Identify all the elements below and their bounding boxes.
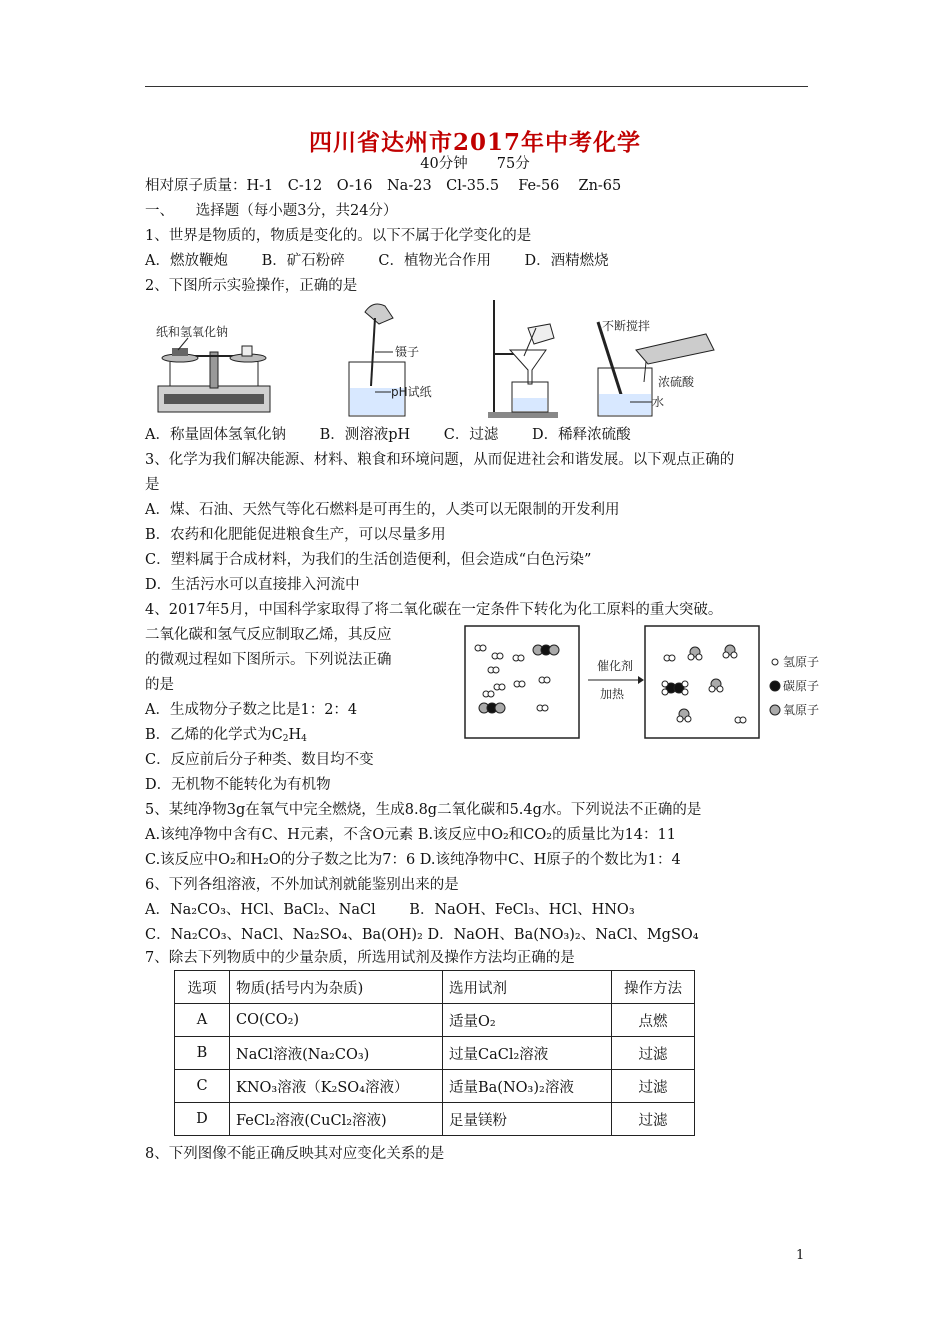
catalyst-label: 催化剂 [597,659,634,673]
q7-table [174,970,695,1136]
table-cell: A [175,1004,230,1037]
table-cell: 过滤 [612,1103,695,1136]
legend-carbon: 碳原子 [783,679,820,693]
q2-stem: 2、下图所示实验操作，正确的是 [145,278,358,294]
product-molecules [662,645,746,723]
table-row [175,1070,695,1103]
ph-test-figure [345,298,455,420]
fig-d-label-water: 水 [652,395,665,409]
q3-stem-1: 3、化学为我们解决能源、材料、粮食和环境问题，从而促进社会和谐发展。以下观点正确的 [145,452,735,468]
exam-duration-score: 40分钟 75分 [420,156,530,172]
q4-stem-4: 的是 [145,677,174,693]
fig-b-label-ph-paper: pH试纸 [391,385,432,399]
reaction-diagram [462,622,842,740]
page-title: 四川省达州市2017年中考化学 [308,129,641,156]
fig-d-label-acid: 浓硫酸 [658,375,695,389]
table-cell: NaCl溶液(Na₂CO₃) [230,1037,443,1070]
table-cell: 过量CaCl₂溶液 [443,1037,612,1070]
header-rule [145,86,808,87]
table-cell: KNO₃溶液（K₂SO₄溶液） [230,1070,443,1103]
q7-stem: 7、除去下列物质中的少量杂质，所选用试剂及操作方法均正确的是 [145,950,575,966]
table-row [175,1004,695,1037]
q4-option-d: D．无机物不能转化为有机物 [145,777,331,793]
q4-option-b: B．乙烯的化学式为$C_2H_4$ [145,727,307,744]
filtration-figure [480,298,570,420]
legend [770,655,819,717]
table-cell: 适量Ba(NO₃)₂溶液 [443,1070,612,1103]
table-cell: CO(CO₂) [230,1004,443,1037]
table-header: 选项 [175,971,230,1004]
fig-b-label-tweezers: 镊子 [395,345,420,359]
q3-option-d: D．生活污水可以直接排入河流中 [145,577,360,593]
table-row [175,1103,695,1136]
table-cell: 足量镁粉 [443,1103,612,1136]
table-header-row [175,971,695,1004]
table-cell: D [175,1103,230,1136]
q8-stem: 8、下列图像不能正确反映其对应变化关系的是 [145,1146,445,1162]
page-number: 1 [796,1248,805,1263]
q3-option-a: A．煤、石油、天然气等化石燃料是可再生的，人类可以无限制的开发利用 [145,502,620,518]
q3-option-b: B．农药和化肥能促进粮食生产，可以尽量多用 [145,527,446,543]
legend-hydrogen: 氢原子 [783,655,820,669]
fig-d-label-stir: 不断搅拌 [602,319,651,333]
table-header: 选用试剂 [443,971,612,1004]
table-cell: C [175,1070,230,1103]
q4-stem-3: 的微观过程如下图所示。下列说法正确 [145,652,392,668]
table-cell: 点燃 [612,1004,695,1037]
table-row [175,1037,695,1070]
table-header: 物质(括号内为杂质) [230,971,443,1004]
legend-oxygen: 氧原子 [783,703,820,717]
table-header: 操作方法 [612,971,695,1004]
q4-stem-1: 4、2017年5月，中国科学家取得了将二氧化碳在一定条件下转化为化工原料的重大突破。 [145,602,723,618]
q6-options-cd: C．Na₂CO₃、NaCl、Na₂SO₄、Ba(OH)₂ D．NaOH、Ba(NO₃)₂、NaCl、MgSO₄ [145,927,699,943]
balance-figure [150,298,280,420]
q5-options-cd: C.该反应中O₂和H₂O的分子数之比为7：6 D.该纯净物中C、H原子的个数比为1：4 [145,852,681,868]
q5-options-ab: A.该纯净物中含有C、H元素，不含O元素 B.该反应中O₂和CO₂的质量比为14：11 [145,827,676,843]
heat-label: 加热 [600,687,625,701]
atomic-mass-line: 相对原子质量：H-1 C-12 O-16 Na-23 Cl-35.5 Fe-56 Zn-65 [145,178,622,194]
table-cell: FeCl₂溶液(CuCl₂溶液) [230,1103,443,1136]
q3-option-c: C．塑料属于合成材料，为我们的生活创造便利，但会造成“白色污染” [145,552,592,568]
section-heading: 一、 选择题（每小题3分，共24分） [145,203,398,219]
fig-a-label: 纸和氢氧化钠 [156,325,229,339]
q6-options-ab: A．Na₂CO₃、HCl、BaCl₂、NaCl B．NaOH、FeCl₃、HCl、HNO₃ [145,902,635,918]
q5-stem: 5、某纯净物3g在氧气中完全燃烧，生成8.8g二氧化碳和5.4g水。下列说法不正确的是 [145,802,702,818]
q2-options: A．称量固体氢氧化钠 B．测溶液pH C．过滤 D．稀释浓硫酸 [145,427,631,443]
table-cell: 适量O₂ [443,1004,612,1037]
q6-stem: 6、下列各组溶液，不外加试剂就能鉴别出来的是 [145,877,459,893]
q4-option-a: A．生成物分子数之比是1：2：4 [145,702,358,718]
q3-stem-2: 是 [145,477,160,493]
q4-stem-2: 二氧化碳和氢气反应制取乙烯，其反应 [145,627,392,643]
table-cell: B [175,1037,230,1070]
table-cell: 过滤 [612,1037,695,1070]
table-cell: 过滤 [612,1070,695,1103]
q1-options: A．燃放鞭炮 B．矿石粉碎 C．植物光合作用 D．酒精燃烧 [145,253,609,269]
q1-stem: 1、世界是物质的，物质是变化的。以下不属于化学变化的是 [145,228,532,244]
dilution-figure [590,298,760,420]
q2-figures [150,298,770,420]
q4-option-c: C．反应前后分子种类、数目均不变 [145,752,374,768]
